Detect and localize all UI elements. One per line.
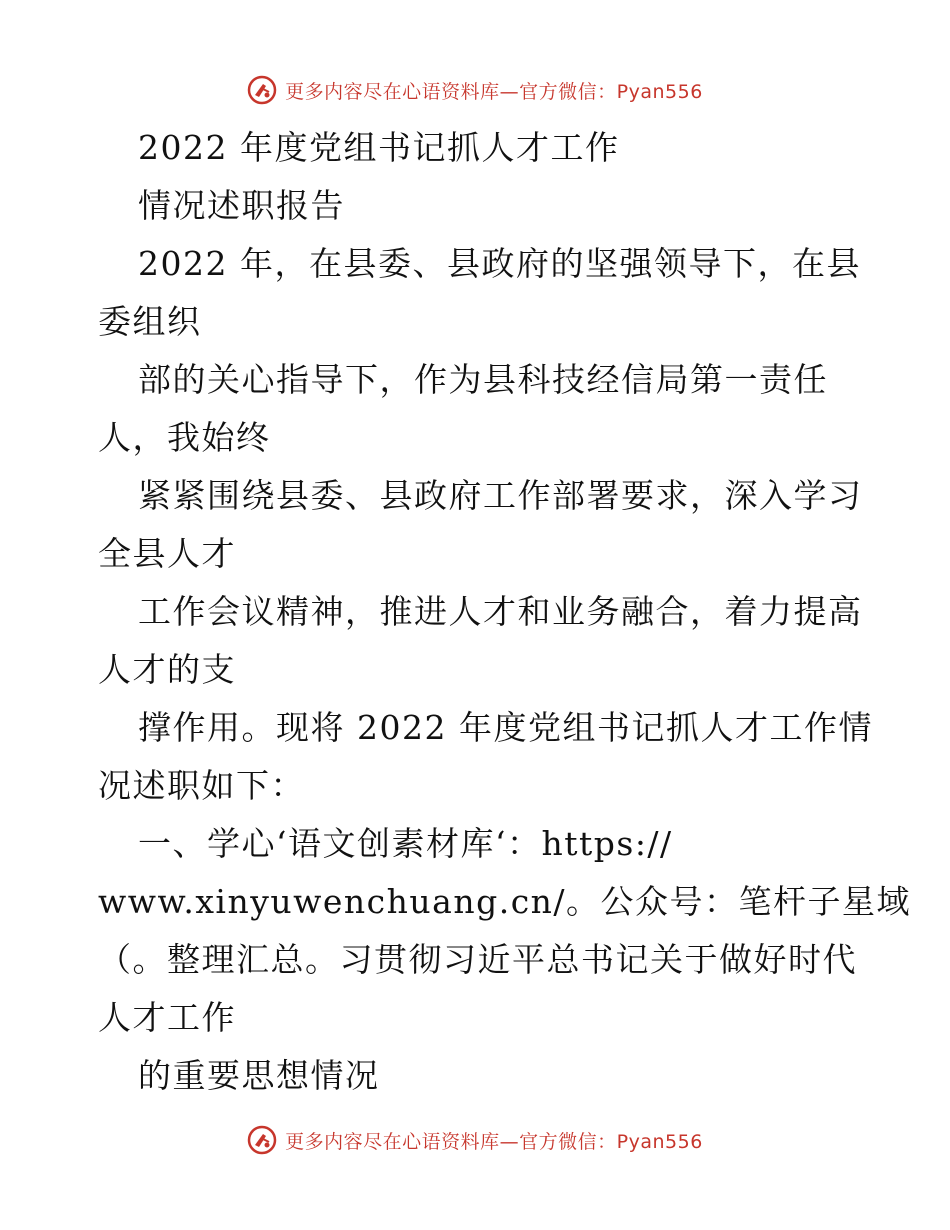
title-line-2: 情况述职报告 — [138, 186, 345, 225]
title-line-1: 2022 年度党组书记抓人才工作 — [138, 128, 620, 167]
footer-watermark-text: 更多内容尽在心语资料库—官方微信：Pyan556 — [285, 1130, 703, 1153]
seal-logo-icon — [247, 75, 277, 105]
paragraph-line: 工作会议精神，推进人才和业务融合，着力提高 — [138, 592, 863, 631]
seal-logo-icon — [247, 1125, 277, 1155]
url-line: www.xinyuwenchuang.cn/。公众号：笔杆子星域 — [98, 882, 912, 921]
paragraph-line: （。整理汇总。习贯彻习近平总书记关于做好时代 — [98, 940, 857, 979]
paragraph-line: 人，我始终 — [98, 418, 271, 457]
paragraph-line: 全县人才 — [98, 534, 236, 573]
paragraph-line: 况述职如下： — [98, 766, 305, 805]
paragraph-line: 2022 年，在县委、县政府的坚强领导下，在县 — [138, 244, 861, 283]
paragraph-line: 人才的支 — [98, 650, 236, 689]
paragraph-line: 紧紧围绕县委、县政府工作部署要求，深入学习 — [138, 476, 863, 515]
paragraph-line: 的重要思想情况 — [138, 1056, 380, 1095]
header-watermark-banner — [0, 70, 950, 110]
header-watermark-text: 更多内容尽在心语资料库—官方微信：Pyan556 — [285, 80, 703, 103]
section-heading-line: 一、学心‘语文创素材库‘：https:// — [138, 824, 673, 863]
paragraph-line: 人才工作 — [98, 998, 236, 1037]
footer-watermark-banner — [0, 1120, 950, 1160]
paragraph-line: 部的关心指导下，作为县科技经信局第一责任 — [138, 360, 828, 399]
paragraph-line: 委组织 — [98, 302, 202, 341]
paragraph-line: 撑作用。现将 2022 年度党组书记抓人才工作情 — [138, 708, 873, 747]
